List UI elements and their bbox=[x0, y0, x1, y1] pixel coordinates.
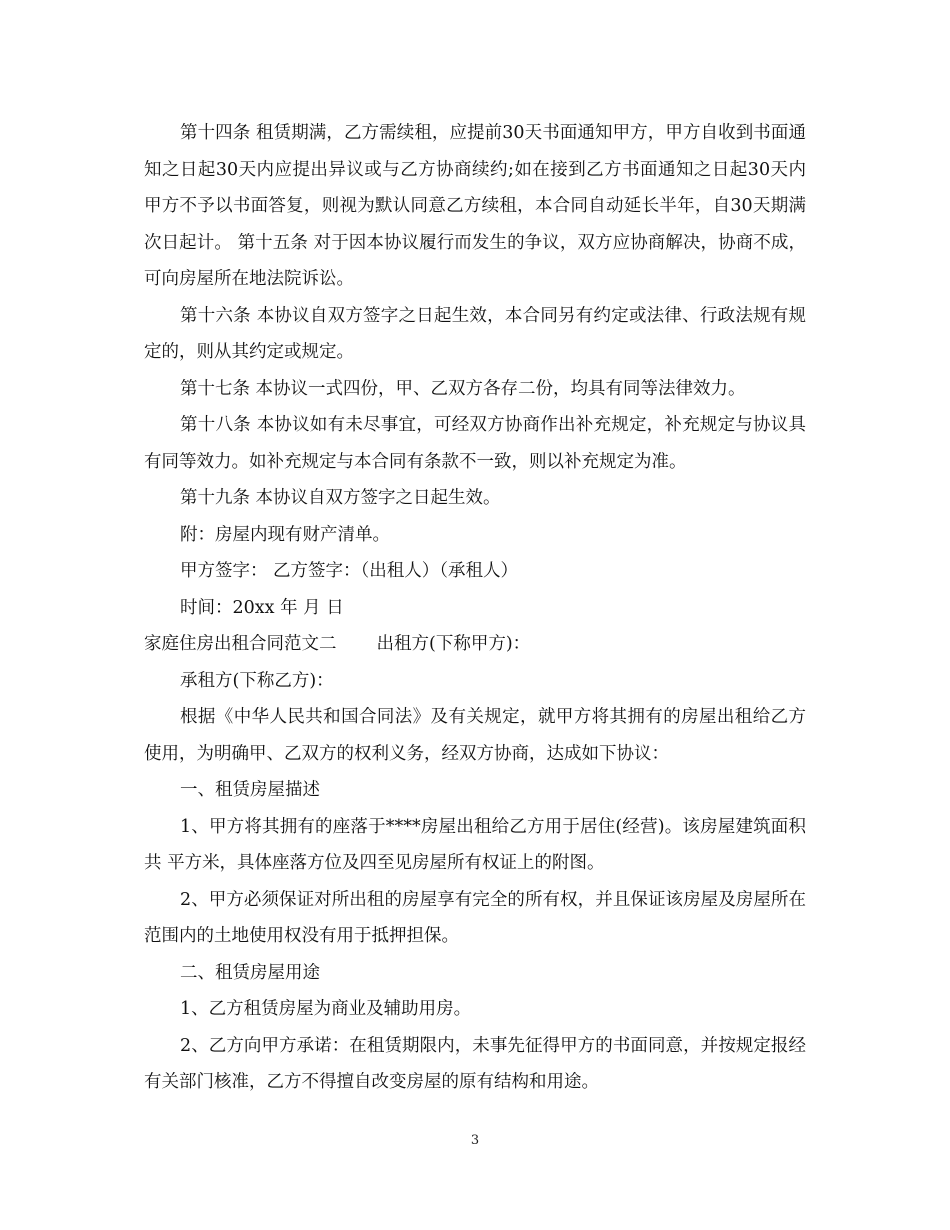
section-heading-usage: 二、租赁房屋用途 bbox=[180, 962, 320, 983]
paragraph-article-16: 第十六条 本协议自双方签字之日起生效，本合同另有约定或法律、行政法规有规定的，则从其约定或规定。 bbox=[144, 305, 806, 362]
paragraph-usage-1: 1、乙方租赁房屋为商业及辅助用房。 bbox=[180, 999, 472, 1019]
document-title: 家庭住房出租合同范文二 bbox=[144, 634, 337, 654]
paragraph-article-14-15: 第十四条 租赁期满，乙方需续租，应提前30天书面通知甲方，甲方自收到书面通知之日起30天内应提出异议或与乙方协商续约;如在接到乙方书面通知之日起30天内甲方不予以书面答复，则视为默认同意乙方续租，本合同自动延长半年，自30天期满次日起计。 第十五条 对于因本协议履行而发生的争议，双方应协商解决，协商不成，可向房屋所在地法院诉讼。 bbox=[144, 123, 806, 289]
page-number: 3 bbox=[470, 1133, 480, 1148]
paragraph-signatures: 甲方签字： 乙方签字：（出租人）（承租人） bbox=[180, 561, 519, 581]
section-heading-description: 一、租赁房屋描述 bbox=[180, 780, 320, 800]
lessor-label: 出租方(下称甲方)： bbox=[376, 634, 531, 654]
paragraph-date: 时间：20xx 年 月 日 bbox=[180, 597, 344, 618]
paragraph-article-19: 第十九条 本协议自双方签字之日起生效。 bbox=[180, 488, 501, 508]
paragraph-preamble: 根据《中华人民共和国合同法》及有关规定，就甲方将其拥有的房屋出租给乙方使用，为明确甲、乙双方的权利义务，经双方协商，达成如下协议： bbox=[144, 707, 806, 764]
paragraph-description-1: 1、甲方将其拥有的座落于****房屋出租给乙方用于居住(经营)。该房屋建筑面积共 平方米，具体座落方位及四至见房屋所有权证上的附图。 bbox=[144, 816, 806, 873]
paragraph-attachment: 附：房屋内现有财产清单。 bbox=[180, 524, 390, 545]
document-body bbox=[144, 115, 806, 1101]
paragraph-description-2: 2、甲方必须保证对所出租的房屋享有完全的所有权，并且保证该房屋及房屋所在范围内的土地使用权没有用于抵押担保。 bbox=[144, 889, 806, 946]
paragraph-lessee: 承租方(下称乙方)： bbox=[180, 670, 334, 691]
paragraph-article-18: 第十八条 本协议如有未尽事宜，可经双方协商作出补充规定，补充规定与协议具有同等效力。如补充规定与本合同有条款不一致，则以补充规定为准。 bbox=[144, 415, 806, 472]
heading-line bbox=[144, 626, 806, 663]
paragraph-article-17: 第十七条 本协议一式四份，甲、乙双方各存二份，均具有同等法律效力。 bbox=[180, 378, 746, 399]
paragraph-usage-2: 2、乙方向甲方承诺：在租赁期限内，未事先征得甲方的书面同意，并按规定报经有关部门核准，乙方不得擅自改变房屋的原有结构和用途。 bbox=[144, 1035, 806, 1092]
